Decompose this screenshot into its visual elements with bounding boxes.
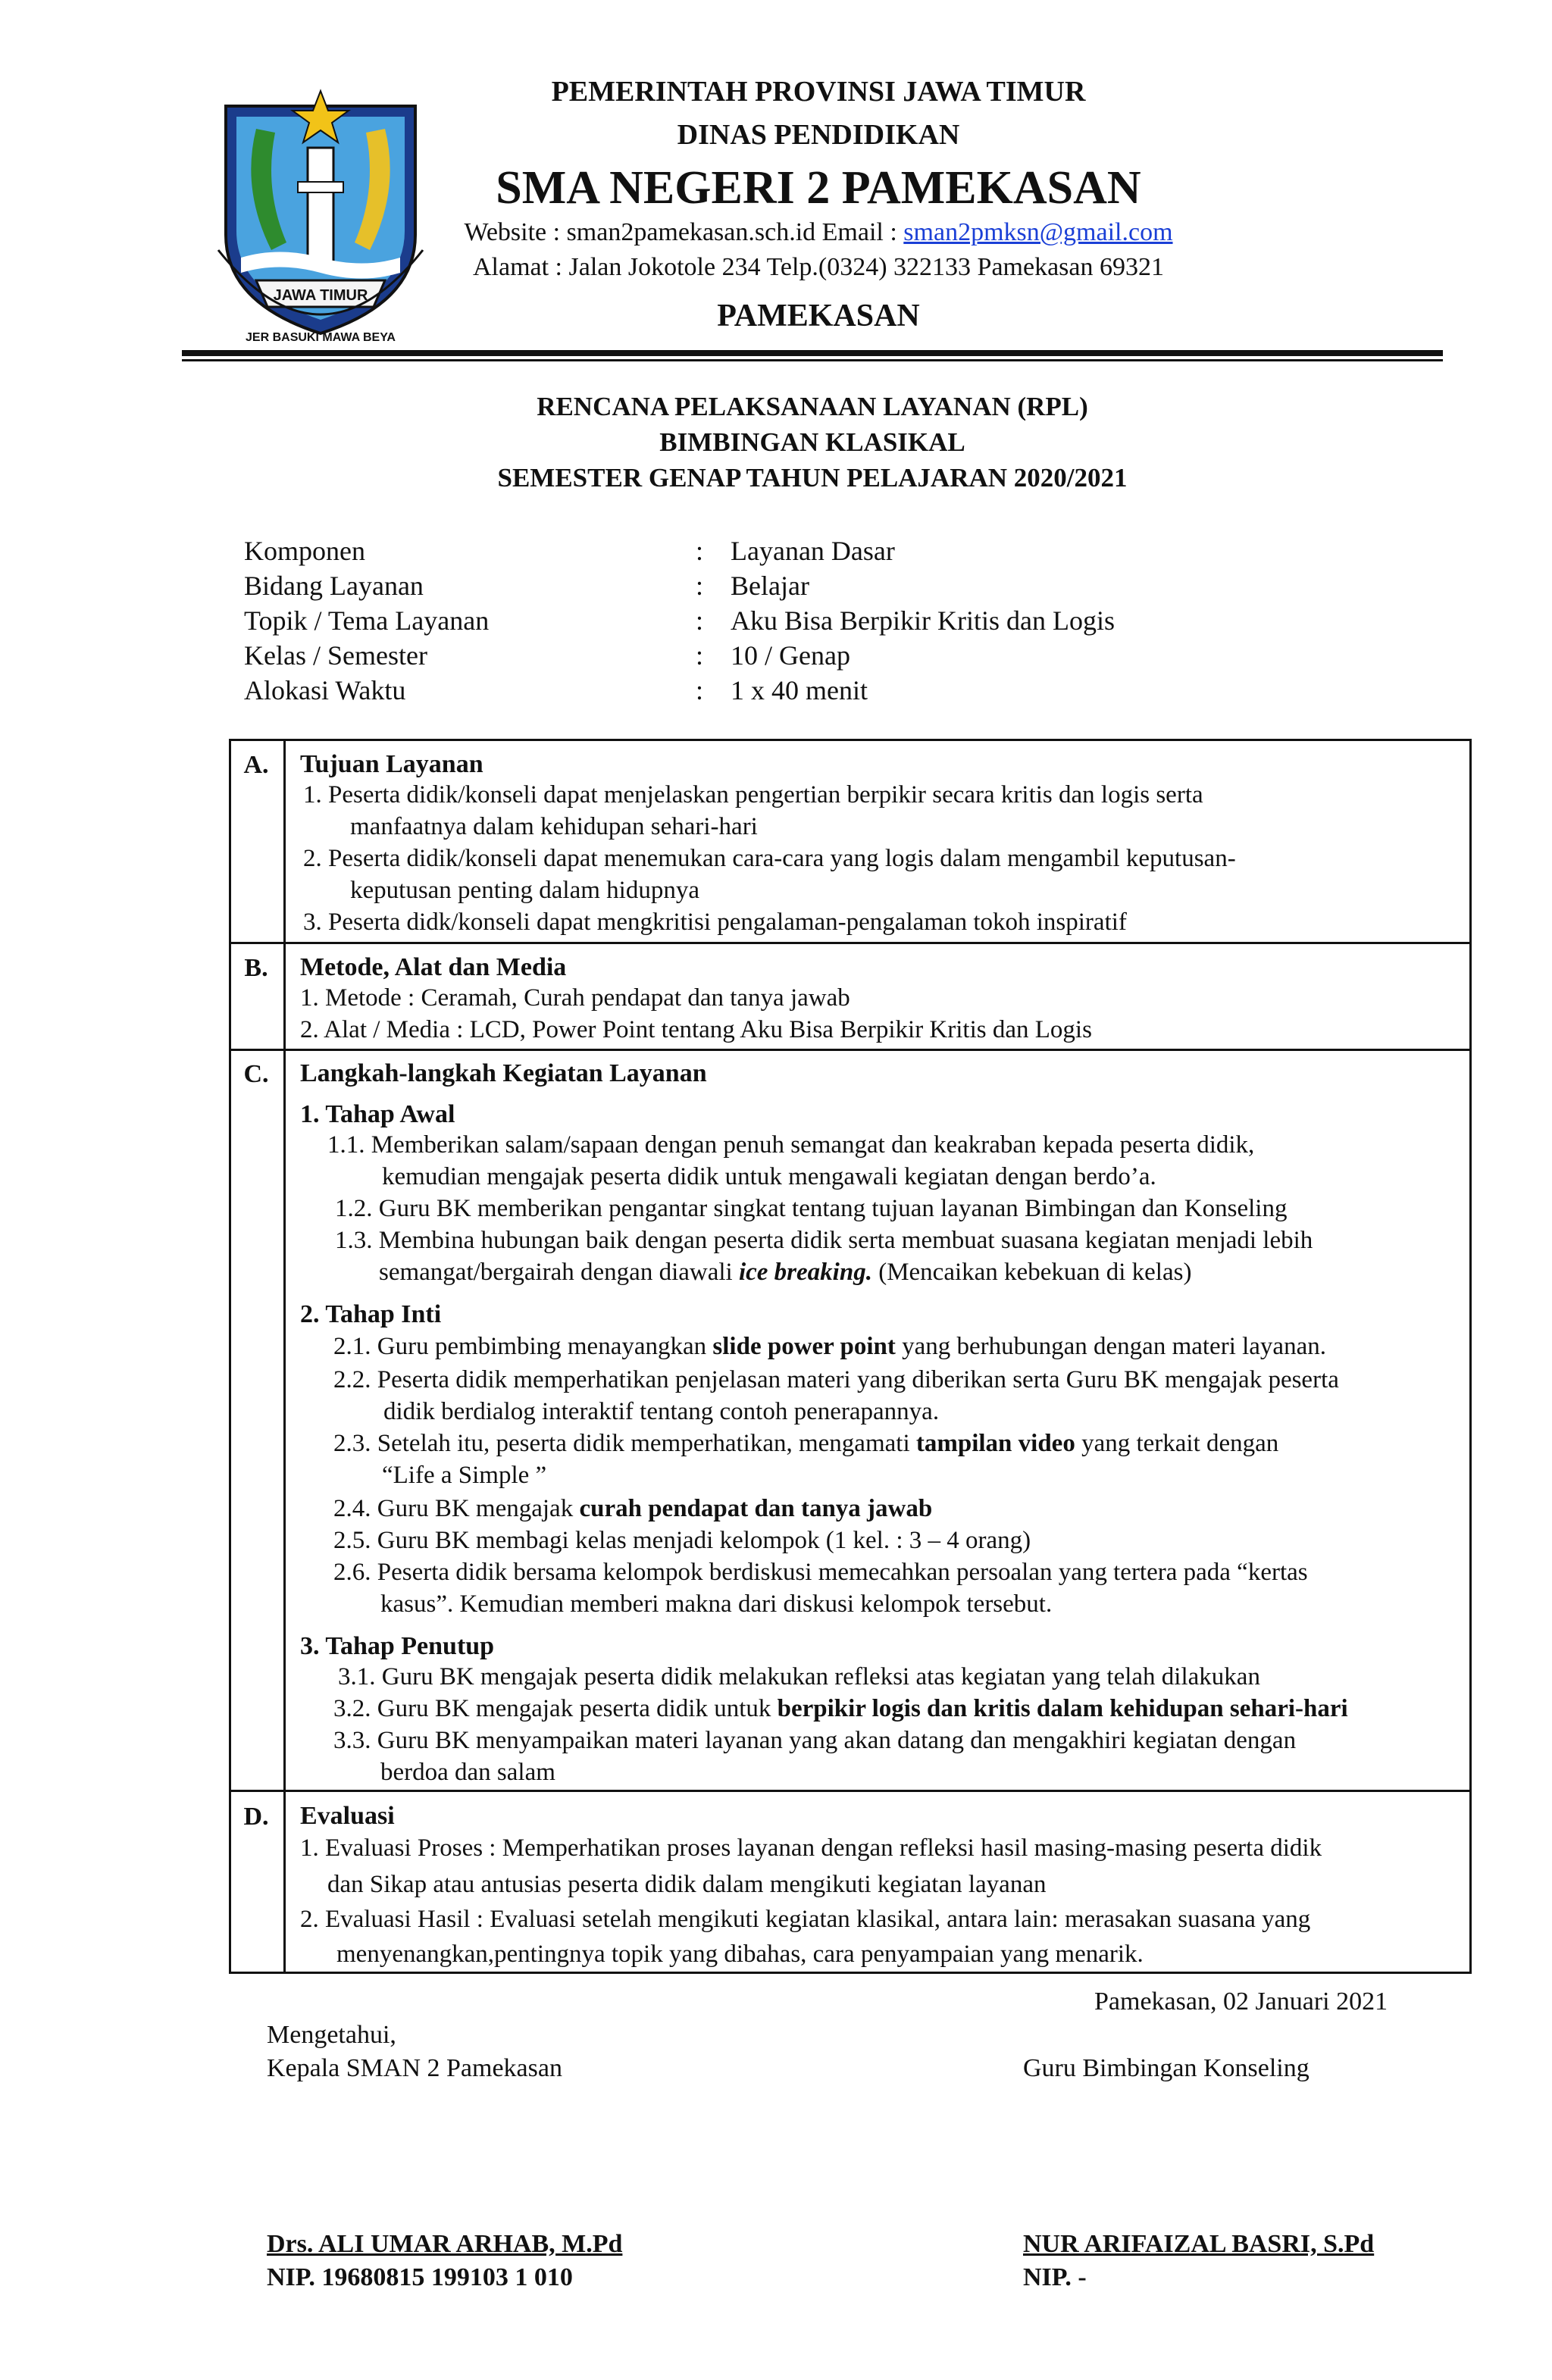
- step-item: [333, 1493, 932, 1525]
- section-heading: Tujuan Layanan: [300, 750, 483, 778]
- identity-value: Aku Bisa Berpikir Kritis dan Logis: [731, 605, 1115, 636]
- step-item: 3.3. Guru BK menyampaikan materi layanan yang akan datang dan mengakhiri kegiatan dengan: [333, 1727, 1297, 1754]
- objective-item: 3. Peserta didk/konseli dapat mengkritisi pengalaman-pengalaman tokoh inspiratif: [303, 909, 1127, 936]
- logo-ribbon-text: JAWA TIMUR: [273, 287, 368, 304]
- step-item-cont: berdoa dan salam: [380, 1759, 555, 1786]
- step-text: 2.3. Setelah itu, peserta didik memperhatikan, mengamati: [333, 1430, 916, 1457]
- objective-item-cont: manfaatnya dalam kehidupan sehari-hari: [350, 813, 758, 840]
- step-text: yang terkait dengan: [1075, 1430, 1279, 1457]
- table-column-divider: [283, 739, 286, 1974]
- school-name: SMA NEGERI 2 PAMEKASAN: [496, 162, 1141, 214]
- evaluation-item: 2. Evaluasi Hasil : Evaluasi setelah mengikuti kegiatan klasikal, antara lain: merasakan suasana yang: [300, 1906, 1311, 1933]
- step-text: 2.1. Guru pembimbing menayangkan: [333, 1333, 713, 1360]
- document-title: RENCANA PELAKSANAAN LAYANAN (RPL): [537, 392, 1088, 421]
- objective-item: 1. Peserta didik/konseli dapat menjelaskan pengertian berpikir secara kritis dan logis serta: [303, 781, 1203, 808]
- step-item: [333, 1331, 1326, 1362]
- step-text: semangat/bergairah dengan diawali: [379, 1259, 739, 1286]
- city-name: PAMEKASAN: [717, 299, 920, 333]
- letterhead-government: PEMERINTAH PROVINSI JAWA TIMUR: [551, 76, 1086, 108]
- identity-label: Alokasi Waktu: [244, 675, 406, 705]
- counselor-role: Guru Bimbingan Konseling: [1023, 2054, 1310, 2082]
- place-date: Pamekasan, 02 Januari 2021: [1094, 1988, 1388, 2016]
- identity-value: Belajar: [731, 571, 809, 601]
- table-row-divider: [229, 942, 1472, 944]
- identity-label: Kelas / Semester: [244, 640, 427, 671]
- acknowledged-label: Mengetahui,: [267, 2021, 396, 2049]
- step-text: yang berhubungan dengan materi layanan.: [895, 1333, 1326, 1360]
- step-item: 2.2. Peserta didik memperhatikan penjelasan materi yang diberikan serta Guru BK mengajak peserta: [333, 1366, 1339, 1393]
- step-item: 1.1. Memberikan salam/sapaan dengan penuh semangat dan keakraban kepada peserta didik,: [327, 1131, 1255, 1159]
- step-emphasis: curah pendapat dan tanya jawab: [579, 1495, 933, 1522]
- stage-heading: 2. Tahap Inti: [300, 1300, 442, 1328]
- step-item: [333, 1428, 1278, 1459]
- identity-colon: :: [696, 571, 704, 601]
- stage-heading: 3. Tahap Penutup: [300, 1632, 495, 1660]
- email-link[interactable]: sman2pmksn@gmail.com: [903, 218, 1173, 246]
- principal-role: Kepala SMAN 2 Pamekasan: [267, 2054, 562, 2082]
- step-item: 2.5. Guru BK membagi kelas menjadi kelompok (1 kel. : 3 – 4 orang): [333, 1527, 1031, 1554]
- document-semester: SEMESTER GENAP TAHUN PELAJARAN 2020/2021: [497, 463, 1128, 493]
- section-heading: Evaluasi: [300, 1802, 395, 1830]
- section-letter: B.: [244, 954, 268, 982]
- letterhead-rule-thick: [182, 350, 1443, 356]
- step-emphasis: slide power point: [712, 1333, 896, 1360]
- step-emphasis: tampilan video: [915, 1430, 1075, 1457]
- identity-colon: :: [696, 605, 704, 636]
- step-item: 3.1. Guru BK mengajak peserta didik melakukan refleksi atas kegiatan yang telah dilakukan: [338, 1663, 1260, 1690]
- counselor-nip: NIP. -: [1023, 2263, 1087, 2291]
- counselor-name: NUR ARIFAIZAL BASRI, S.Pd: [1023, 2230, 1375, 2258]
- logo-motto-text: JER BASUKI MAWA BEYA: [246, 331, 396, 344]
- section-heading: Metode, Alat dan Media: [300, 953, 567, 981]
- identity-label: Topik / Tema Layanan: [244, 605, 490, 636]
- identity-colon: :: [696, 675, 704, 705]
- province-logo: [211, 76, 430, 349]
- method-item: 1. Metode : Ceramah, Curah pendapat dan tanya jawab: [300, 984, 850, 1012]
- section-letter: A.: [243, 751, 269, 779]
- section-letter: C.: [243, 1060, 269, 1088]
- identity-label: Komponen: [244, 536, 365, 566]
- step-item: 1.3. Membina hubungan baik dengan peserta didik serta membuat suasana kegiatan menjadi lebih: [335, 1227, 1313, 1254]
- address-line: Alamat : Jalan Jokotole 234 Telp.(0324) 322133 Pamekasan 69321: [472, 253, 1164, 281]
- objective-item-cont: keputusan penting dalam hidupnya: [350, 877, 699, 904]
- step-item-cont: didik berdialog interaktif tentang contoh penerapannya.: [383, 1398, 940, 1425]
- step-item-cont: “Life a Simple ”: [382, 1462, 547, 1489]
- identity-colon: :: [696, 536, 704, 566]
- step-emphasis: berpikir logis dan kritis dalam kehidupan sehari-hari: [777, 1695, 1348, 1722]
- evaluation-item: 1. Evaluasi Proses : Memperhatikan proses layanan dengan refleksi hasil masing-masing peserta didik: [300, 1834, 1322, 1862]
- document-subtitle: BIMBINGAN KLASIKAL: [659, 427, 965, 457]
- evaluation-item-cont: dan Sikap atau antusias peserta didik dalam mengikuti kegiatan layanan: [327, 1871, 1047, 1898]
- stage-heading: 1. Tahap Awal: [300, 1100, 455, 1128]
- step-item: 1.2. Guru BK memberikan pengantar singkat tentang tujuan layanan Bimbingan dan Konseling: [335, 1195, 1288, 1222]
- website-text: Website : sman2pamekasan.sch.id Email :: [464, 218, 904, 246]
- step-item: 2.6. Peserta didik bersama kelompok berdiskusi memecahkan persoalan yang tertera pada “kertas: [333, 1559, 1308, 1586]
- section-heading: Langkah-langkah Kegiatan Layanan: [300, 1059, 707, 1087]
- step-emphasis: ice breaking.: [738, 1259, 872, 1286]
- section-letter: D.: [243, 1803, 269, 1831]
- table-row-divider: [229, 1049, 1472, 1051]
- table-row-divider: [229, 1790, 1472, 1792]
- contact-line: [455, 217, 1182, 249]
- identity-value: 1 x 40 menit: [731, 675, 868, 705]
- step-item-cont: [379, 1256, 1191, 1288]
- identity-colon: :: [696, 640, 704, 671]
- identity-label: Bidang Layanan: [244, 571, 424, 601]
- principal-name: Drs. ALI UMAR ARHAB, M.Pd: [267, 2230, 623, 2258]
- method-item: 2. Alat / Media : LCD, Power Point tentang Aku Bisa Berpikir Kritis dan Logis: [300, 1016, 1092, 1043]
- step-item: [333, 1693, 1348, 1725]
- objective-item: 2. Peserta didik/konseli dapat menemukan cara-cara yang logis dalam mengambil keputusan-: [303, 845, 1236, 872]
- letterhead-rule-thin: [182, 359, 1443, 361]
- step-text: (Mencaikan kebekuan di kelas): [871, 1259, 1192, 1286]
- step-text: 2.4. Guru BK mengajak: [333, 1495, 580, 1522]
- step-item-cont: kasus”. Kemudian memberi makna dari diskusi kelompok tersebut.: [380, 1590, 1053, 1618]
- identity-value: 10 / Genap: [731, 640, 850, 671]
- identity-value: Layanan Dasar: [731, 536, 895, 566]
- evaluation-item-cont: menyenangkan,pentingnya topik yang dibahas, cara penyampaian yang menarik.: [336, 1941, 1144, 1968]
- step-item-cont: kemudian mengajak peserta didik untuk mengawali kegiatan dengan berdo’a.: [382, 1163, 1156, 1190]
- letterhead-department: DINAS PENDIDIKAN: [677, 119, 960, 151]
- step-text: 3.2. Guru BK mengajak peserta didik untuk: [333, 1695, 778, 1722]
- principal-nip: NIP. 19680815 199103 1 010: [267, 2263, 573, 2291]
